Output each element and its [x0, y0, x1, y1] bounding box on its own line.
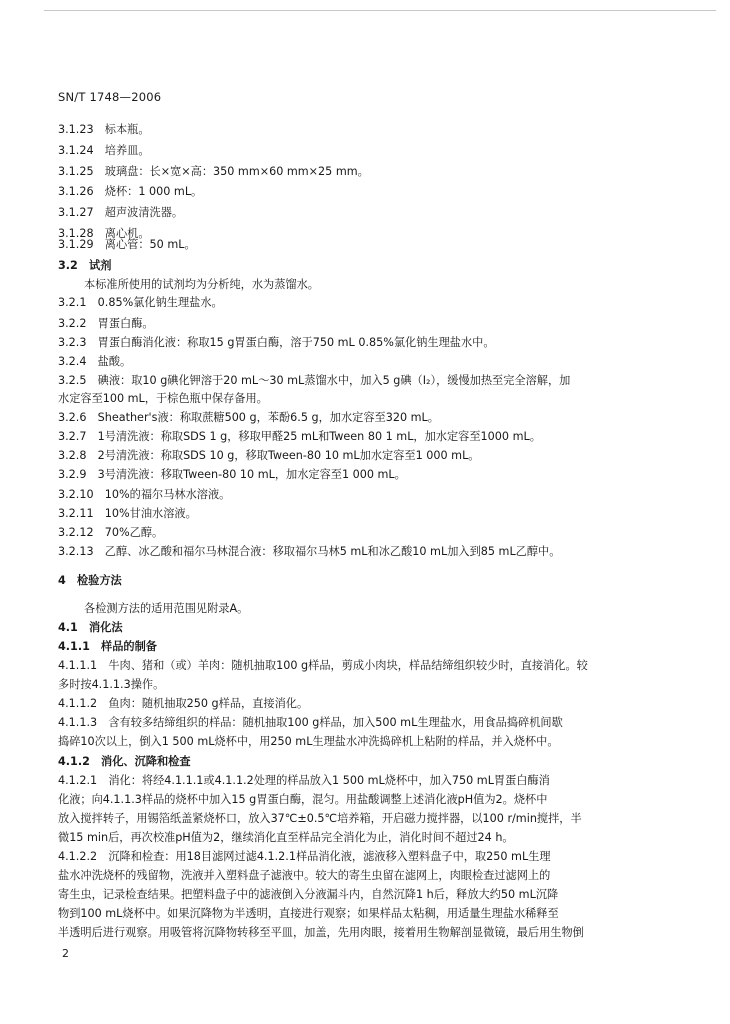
text-line: 3.2.5 碘液：取10 g碘化钾溶于20 mL～30 mL蒸馏水中，加入5 g碘（I₂），缓慢加热至完全溶解，加 [58, 374, 571, 387]
section-heading: 3.2 试剂 [58, 259, 112, 272]
text-line: 3.2.9 3号清洗液：移取Tween-80 10 mL，加水定容至1 000 mL。 [58, 468, 406, 481]
section-heading: 4 检验方法 [58, 574, 122, 587]
text-line: 3.1.28 离心机。 [58, 227, 150, 240]
section-heading: 4.1.1 样品的制备 [58, 640, 157, 653]
section-heading: 4.1.2 消化、沉降和检查 [58, 755, 191, 768]
text-line: 3.2.6 Sheather's液：称取蔗糖500 g，苯酚6.5 g，加水定容至320 mL。 [58, 411, 439, 424]
text-line: 物到100 mL烧杯中。如果沉降物为半透明，直接进行观察；如果样品太粘稠，用适量生理盐水稀释至 [58, 907, 559, 920]
text-line: 3.1.27 超声波清洗器。 [58, 206, 184, 219]
text-line: 各检测方法的适用范围见附录A。 [84, 602, 249, 615]
text-line: 放入搅拌转子，用锡箔纸盖紧烧杯口，放入37℃±0.5℃培养箱，开启磁力搅拌器，以100 r/min搅拌，半 [58, 812, 582, 825]
text-line: 3.1.25 玻璃盘：长×宽×高：350 mm×60 mm×25 mm。 [58, 165, 369, 178]
text-line: 3.1.29 离心管：50 mL。 [58, 238, 196, 251]
text-line: 3.1.24 培养皿。 [58, 144, 150, 157]
text-line: 本标准所使用的试剂均为分析纯，水为蒸馏水。 [84, 278, 319, 291]
text-line: 3.2.3 胃蛋白酶消化液：称取15 g胃蛋白酶，溶于750 mL 0.85%氯化钠生理盐水中。 [58, 336, 495, 349]
text-line: 多时按4.1.1.3操作。 [58, 678, 165, 691]
text-line: 半透明后进行观察。用吸管将沉降物转移至平皿，加盖，先用肉眼，接着用生物解剖显微镜，最后用生物倒 [58, 926, 584, 939]
text-line: 3.2.11 10%甘油水溶液。 [58, 507, 197, 520]
page-number: 2 [62, 947, 69, 960]
text-line: 寄生虫，记录检查结果。把塑料盘子中的滤液倒入分液漏斗内，自然沉降1 h后，释放大约50 mL沉降 [58, 888, 559, 901]
text-line: 4.1.2.2 沉降和检查：用18目滤网过滤4.1.2.1样品消化液，滤液移入塑料盘子中，取250 mL生理 [58, 850, 551, 863]
text-line: 化液；向4.1.1.3样品的烧杯中加入15 g胃蛋白酶，混匀。用盐酸调整上述消化液pH值为2。烧杯中 [58, 793, 548, 806]
page-header: SN/T 1748—2006 [58, 90, 162, 104]
text-line: 3.1.26 烧杯：1 000 mL。 [58, 185, 203, 198]
text-line: 水定容至100 mL，于棕色瓶中保存备用。 [58, 392, 268, 405]
text-line: 4.1.1.3 含有较多结缔组织的样品：随机抽取100 g样品，加入500 mL生理盐水，用食品捣碎机间歇 [58, 716, 563, 729]
text-line: 4.1.2.1 消化：将经4.1.1.1或4.1.1.2处理的样品放入1 500 mL烧杯中，加入750 mL胃蛋白酶消 [58, 774, 550, 787]
text-line: 3.2.13 乙醇、冰乙酸和福尔马林混合液：移取福尔马林5 mL和冰乙酸10 mL加入到85 mL乙醇中。 [58, 545, 561, 558]
text-line: 3.2.1 0.85%氯化钠生理盐水。 [58, 296, 223, 309]
top-border-line [44, 10, 716, 11]
section-heading: 4.1 消化法 [58, 621, 123, 634]
text-line: 3.2.2 胃蛋白酶。 [58, 317, 154, 330]
text-line: 捣碎10次以上，倒入1 500 mL烧杯中，用250 mL生理盐水冲洗捣碎机上粘附的样品，并入烧杯中。 [58, 735, 559, 748]
text-line: 4.1.1.2 鱼肉：随机抽取250 g样品，直接消化。 [58, 697, 309, 710]
text-line: 3.1.23 标本瓶。 [58, 123, 150, 136]
text-line: 3.2.4 盐酸。 [58, 355, 132, 368]
text-line: 盐水冲洗烧杯的残留物，洗液并入塑料盘子滤液中。较大的寄生虫留在滤网上，肉眼检查过滤网上的 [58, 869, 551, 882]
text-line: 3.2.12 70%乙醇。 [58, 526, 164, 539]
text-line: 微15 min后，再次校准pH值为2，继续消化直至样品完全消化为止，消化时间不超过24 h。 [58, 831, 514, 844]
text-line: 3.2.10 10%的福尔马林水溶液。 [58, 488, 231, 501]
text-line: 4.1.1.1 牛肉、猪和（或）羊肉：随机抽取100 g样品，剪成小肉块，样品结缔组织较少时，直接消化。较 [58, 659, 588, 672]
text-line: 3.2.7 1号清洗液：称取SDS 1 g，移取甲醛25 mL和Tween 80 1 mL，加水定容至1000 mL。 [58, 430, 541, 443]
text-line: 3.2.8 2号清洗液：称取SDS 10 g，移取Tween-80 10 mL加水定容至1 000 mL。 [58, 449, 480, 462]
